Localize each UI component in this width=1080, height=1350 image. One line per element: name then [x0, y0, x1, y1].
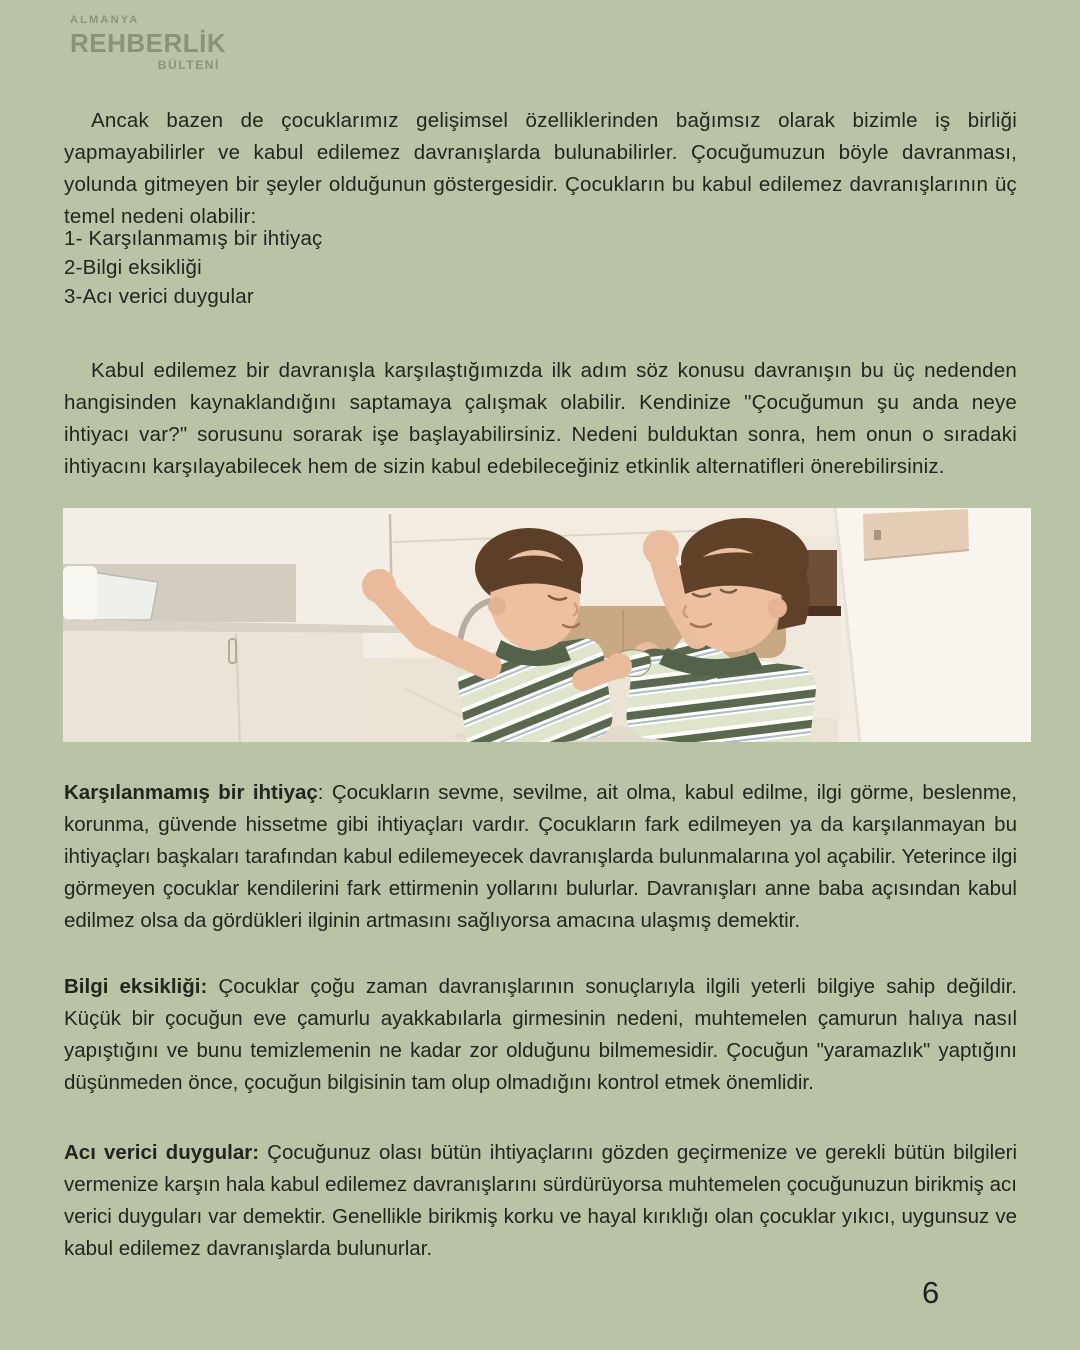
- reason-item-2: 2-Bilgi eksikliği: [64, 256, 202, 279]
- reasons-list: [64, 224, 1017, 311]
- reason-item-1: 1- Karşılanmamış bir ihtiyaç: [64, 227, 323, 250]
- section-painful-feelings: [64, 1137, 1017, 1265]
- section-unmet-need-lead: Karşılanmamış bir ihtiyaç: [64, 780, 318, 804]
- second-paragraph: Kabul edilemez bir davranışla karşılaştığımızda ilk adım söz konusu davranışın bu üç nedenden hangisinden kaynaklandığını saptamaya çalışmak olabilir. Kendinize "Çocuğumun şu anda neye ihtiyacı var?" sorusunu sorarak işe başlayabilirsiniz. Nedeni bulduktan sonra, hem onun o sıradaki ihtiyacını karşılayabilecek hem de sizin kabul edebileceğiniz etkinlik alternatifleri önerebilirsiniz.: [64, 358, 1017, 478]
- section-painful-feelings-body: Çocuğunuz olası bütün ihtiyaçlarını gözden geçirmenize ve gerekli bütün bilgileri vermenize karşın hala kabul edilemez davranışlarını sürdürüyorsa muhtemelen çocuğunuzun birikmiş acı verici duyguları var demektir. Genellikle birikmiş korku ve hayal kırıklığı olan çocuklar yıkıcı, uygunsuz ve kabul edilemez davranışlarda bulunurlar.: [64, 1140, 1017, 1260]
- section-unmet-need-body: : Çocukların sevme, sevilme, ait olma, kabul edilme, ilgi görme, beslenme, korunma, güvende hissetme gibi ihtiyaçları vardır. Çocukların fark edilmeyen ya da karşılanmayan bu ihtiyaçları başkaları tarafından kabul edilemeyecek davranışlarda bulunmalarına yol açabilir. Yeterince ilgi görmeyen çocuklar kendilerini fark ettirmenin yollarını bulurlar. Davranışları anne baba açısından kabul edilmez olsa da gördükleri ilginin artmasını sağlıyorsa amacına ulaşmış demektir.: [64, 780, 1017, 932]
- section-lack-of-knowledge-body: Çocuklar çoğu zaman davranışlarının sonuçlarıyla ilgili yeterli bilgiye sahip değildir. Küçük bir çocuğun eve çamurlu ayakkabılarla girmesinin nedeni, muhtemelen çamurun halıya nasıl yapıştığını ve bunu temizlemenin ne kadar zor olduğunu bilmemesidir. Çocuğun "yaramazlık" yaptığını düşünmeden önce, çocuğun bilgisinin tam olup olmadığını kontrol etmek önemlidir.: [64, 974, 1017, 1094]
- page-number: 6: [922, 1275, 940, 1310]
- intro-paragraph: Ancak bazen de çocuklarımız gelişimsel özelliklerinden bağımsız olarak bizimle iş birliği yapmayabilirler ve kabul edilemez davranışlarda bulunabilirler. Çocuğumuzun böyle davranması, yolunda gitmeyen bir şeyler olduğunun göstergesidir. Çocukların bu kabul edilemez davranışlarının üç temel nedeni olabilir:: [64, 108, 1017, 228]
- reason-item-3: 3-Acı verici duygular: [64, 285, 254, 308]
- section-lack-of-knowledge-lead: Bilgi eksikliği:: [64, 974, 208, 998]
- masthead-line-almanya: ALMANYA: [70, 14, 140, 26]
- photo-two-boys-fighting: [63, 508, 1031, 742]
- photo-illustration: [63, 508, 1031, 742]
- section-lack-of-knowledge: [64, 971, 1017, 1099]
- section-unmet-need: [64, 777, 1017, 937]
- masthead-line-rehberlik: REHBERLİK: [70, 28, 227, 58]
- section-painful-feelings-lead: Acı verici duygular:: [64, 1140, 260, 1164]
- masthead-logo: [70, 12, 227, 73]
- masthead-line-bulteni: BÜLTENİ: [157, 58, 220, 72]
